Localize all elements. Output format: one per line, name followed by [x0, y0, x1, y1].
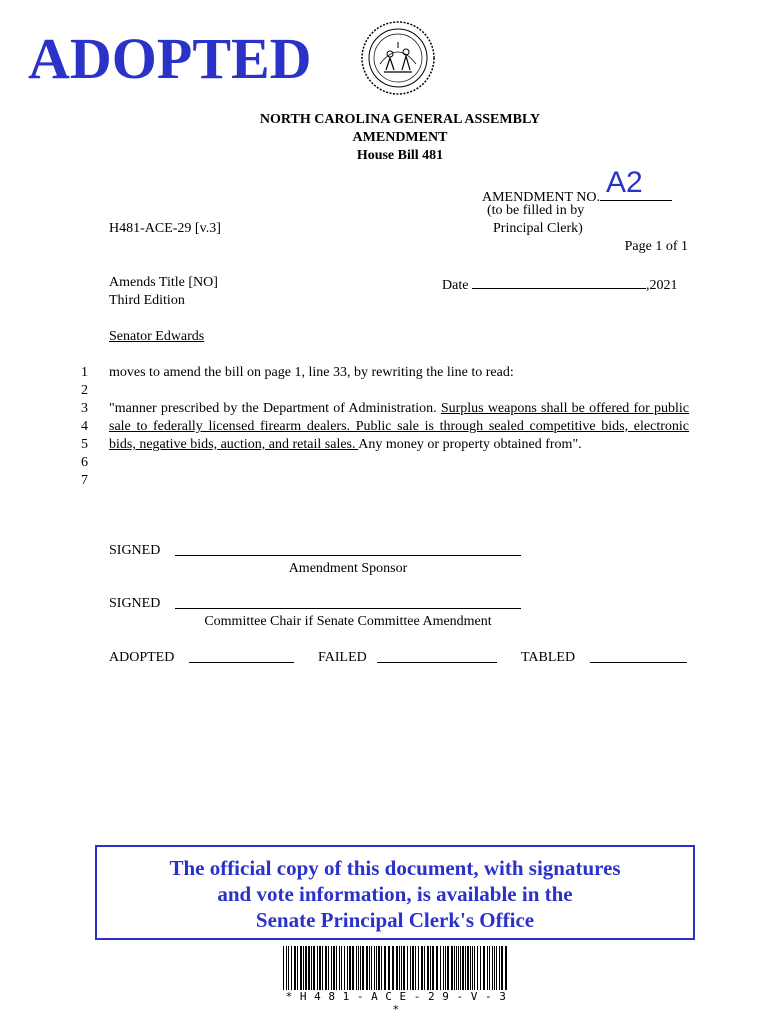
amendment-text-start: "manner prescribed by the Department of Administration. [109, 401, 441, 416]
amendment-number-value: A2 [605, 166, 643, 199]
amendment-note-2: Principal Clerk) [493, 221, 583, 236]
sponsor-signature-caption: Amendment Sponsor [288, 561, 408, 576]
page-indicator: Page 1 of 1 [624, 239, 688, 254]
tabled-label: TABLED [521, 650, 576, 665]
amends-title: Amends Title [NO] [109, 275, 218, 290]
chair-signature-line [175, 608, 521, 609]
failed-line [377, 662, 497, 663]
date-label: Date [442, 278, 469, 293]
tabled-line [590, 662, 687, 663]
document-type: AMENDMENT [352, 130, 448, 145]
notice-line-2: and vote information, is available in the [217, 882, 573, 906]
amendment-note-1: (to be filled in by [487, 203, 585, 218]
motion-text: moves to amend the bill on page 1, line 33, by rewriting the line to read: [109, 365, 514, 380]
adopted-line [189, 662, 294, 663]
amendment-text-end: Any money or property obtained from". [358, 437, 582, 452]
amendment-text [109, 400, 689, 454]
line-number: 5 [81, 437, 88, 452]
line-number: 3 [81, 401, 88, 416]
edition: Third Edition [109, 293, 185, 308]
chair-signature-caption: Committee Chair if Senate Committee Amendment [204, 614, 492, 629]
sponsor-signature-line [175, 555, 521, 556]
failed-label: FAILED [318, 650, 367, 665]
adopted-label: ADOPTED [109, 650, 175, 665]
sponsor-name: Senator Edwards [109, 329, 205, 344]
adopted-stamp: ADOPTED [28, 26, 312, 91]
barcode-icon [283, 946, 509, 990]
assembly-title: NORTH CAROLINA GENERAL ASSEMBLY [259, 112, 541, 127]
bill-id: H481-ACE-29 [v.3] [109, 221, 221, 236]
date-field [442, 274, 677, 295]
line-number: 2 [81, 383, 88, 398]
line-number: 4 [81, 419, 88, 434]
signed-label-2: SIGNED [109, 596, 161, 611]
line-number: 6 [81, 455, 88, 470]
signed-label-1: SIGNED [109, 543, 161, 558]
notice-line-1: The official copy of this document, with signatures [169, 856, 621, 880]
amendment-inserted-text: Surplus weapons shall be offered for public sale to federally licensed firearm dealers. Public sale is through sealed competitive bids, electronic bids, negative bids, auction, and retail sales. [109, 401, 689, 452]
nc-state-seal-icon [360, 20, 436, 96]
notice-line-3: Senate Principal Clerk's Office [255, 908, 535, 932]
barcode-text: * H 4 8 1 - A C E - 2 9 - V - 3 * [285, 990, 507, 1016]
bill-title: House Bill 481 [356, 148, 444, 163]
line-number: 1 [81, 365, 88, 380]
amendment-number-label: AMENDMENT NO. [482, 190, 600, 205]
official-copy-notice [95, 845, 695, 940]
date-year: ,2021 [645, 278, 678, 293]
date-blank [472, 274, 646, 289]
line-number: 7 [81, 473, 88, 488]
